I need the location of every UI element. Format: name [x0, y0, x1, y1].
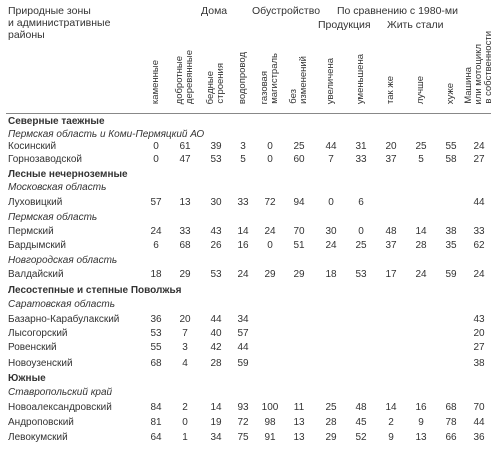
column-header-stone: каменные: [150, 59, 161, 104]
district-label: Горнозаводской: [8, 154, 82, 165]
cell-good-wooden: 0: [182, 417, 188, 428]
cell-vehicle: 36: [473, 432, 485, 443]
column-header-no-change: изменений: [298, 56, 309, 104]
column-header-worse: хуже: [445, 82, 456, 104]
cell-increased: 0: [328, 197, 334, 208]
cell-good-wooden: 3: [182, 342, 188, 353]
cell-no-change: 25: [293, 141, 305, 152]
cell-water-supply: 72: [237, 417, 249, 428]
cell-stone: 0: [153, 141, 159, 152]
cell-vehicle: 27: [473, 342, 485, 353]
column-header-same: так же: [385, 76, 396, 104]
cell-good-wooden: 61: [179, 141, 191, 152]
district-label: Пермский: [8, 226, 54, 237]
cell-worse: 68: [445, 402, 457, 413]
cell-decreased: 45: [355, 417, 367, 428]
cell-better: 28: [415, 240, 427, 251]
cell-good-wooden: 29: [179, 269, 191, 280]
cell-water-supply: 59: [237, 358, 249, 369]
cell-better: 24: [415, 269, 427, 280]
cell-water-supply: 33: [237, 197, 249, 208]
district-label: Андроповский: [8, 417, 74, 428]
column-header-good-wooden: добротные: [174, 55, 185, 104]
cell-worse: 35: [445, 240, 457, 251]
cell-poor-buildings: 43: [210, 226, 222, 237]
cell-stone: 55: [150, 342, 162, 353]
cell-stone: 6: [153, 240, 159, 251]
cell-decreased: 25: [355, 240, 367, 251]
cell-stone: 81: [150, 417, 162, 428]
cell-decreased: 48: [355, 402, 367, 413]
group-header-houses: Дома: [201, 5, 228, 17]
cell-better: 25: [415, 141, 427, 152]
cell-worse: 58: [445, 154, 457, 165]
cell-increased: 7: [328, 154, 334, 165]
cell-no-change: 94: [293, 197, 305, 208]
district-label: Валдайский: [8, 269, 64, 280]
cell-water-supply: 24: [237, 269, 249, 280]
cell-better: 16: [415, 402, 427, 413]
cell-same: 37: [385, 240, 397, 251]
cell-water-supply: 3: [240, 141, 246, 152]
cell-water-supply: 93: [237, 402, 249, 413]
cell-good-wooden: 68: [179, 240, 191, 251]
cell-gas-main: 72: [264, 197, 276, 208]
cell-decreased: 52: [355, 432, 367, 443]
cell-good-wooden: 13: [179, 197, 191, 208]
cell-stone: 64: [150, 432, 162, 443]
cell-stone: 0: [153, 154, 159, 165]
section-heading: Лесостепные и степные Поволжья: [8, 285, 182, 296]
cell-increased: 28: [325, 417, 337, 428]
cell-worse: 59: [445, 269, 457, 280]
cell-poor-buildings: 53: [210, 154, 222, 165]
cell-increased: 30: [325, 226, 337, 237]
cell-same: 14: [385, 402, 397, 413]
cell-water-supply: 5: [240, 154, 246, 165]
district-label: Ровенский: [8, 342, 57, 353]
header-rule: [6, 113, 491, 114]
cell-better: 14: [415, 226, 427, 237]
cell-stone: 36: [150, 314, 162, 325]
cell-water-supply: 75: [237, 432, 249, 443]
cell-vehicle: 27: [473, 154, 485, 165]
cell-gas-main: 24: [264, 226, 276, 237]
cell-gas-main: 29: [264, 269, 276, 280]
cell-poor-buildings: 26: [210, 240, 222, 251]
group-header-comparison: По сравнению с 1980-ми: [337, 5, 459, 17]
cell-no-change: 11: [293, 402, 305, 413]
section-heading: Южные: [8, 373, 46, 384]
cell-worse: 38: [445, 226, 457, 237]
cell-vehicle: 44: [473, 197, 485, 208]
cell-good-wooden: 1: [182, 432, 188, 443]
cell-increased: 24: [325, 240, 337, 251]
cell-poor-buildings: 44: [210, 314, 222, 325]
cell-worse: 66: [445, 432, 457, 443]
cell-stone: 24: [150, 226, 162, 237]
section-heading: Лесные нечерноземные: [8, 169, 128, 180]
column-header-better: лучше: [415, 75, 426, 104]
cell-decreased: 6: [358, 197, 364, 208]
column-header-gas-main: газовая: [259, 70, 270, 104]
cell-increased: 18: [325, 269, 337, 280]
cell-vehicle: 62: [473, 240, 485, 251]
cell-poor-buildings: 28: [210, 358, 222, 369]
region-label: Пермская область: [8, 212, 98, 223]
cell-increased: 44: [325, 141, 337, 152]
column-header-poor-buildings: бедные: [205, 70, 216, 104]
cell-no-change: 29: [293, 269, 305, 280]
region-label: Новгородская область: [8, 255, 118, 266]
region-label: Московская область: [8, 182, 107, 193]
cell-gas-main: 91: [264, 432, 276, 443]
cell-poor-buildings: 30: [210, 197, 222, 208]
cell-good-wooden: 33: [179, 226, 191, 237]
cell-better: 13: [415, 432, 427, 443]
cell-poor-buildings: 39: [210, 141, 222, 152]
cell-same: 2: [388, 417, 394, 428]
cell-same: 9: [388, 432, 394, 443]
cell-stone: 18: [150, 269, 162, 280]
district-label: Бардымский: [8, 240, 66, 251]
cell-good-wooden: 4: [182, 358, 188, 369]
subgroup-header-production: Продукция: [318, 19, 371, 31]
cell-vehicle: 38: [473, 358, 485, 369]
cell-vehicle: 24: [473, 269, 485, 280]
cell-poor-buildings: 53: [210, 269, 222, 280]
cell-no-change: 60: [293, 154, 305, 165]
district-label: Луховицкий: [8, 197, 63, 208]
cell-good-wooden: 7: [182, 328, 188, 339]
district-label: Базарно-Карабулакский: [8, 314, 120, 325]
district-label: Левокумский: [8, 432, 68, 443]
cell-better: 9: [418, 417, 424, 428]
cell-same: 48: [385, 226, 397, 237]
corner-header-line-2: и административные: [8, 17, 111, 29]
cell-stone: 57: [150, 197, 162, 208]
cell-gas-main: 0: [267, 141, 273, 152]
column-header-vehicle: или мотоцикл: [473, 43, 484, 104]
subgroup-header-living: Жить стали: [387, 19, 444, 31]
cell-same: 17: [385, 269, 397, 280]
cell-vehicle: 20: [473, 328, 485, 339]
column-header-vehicle: Машина: [463, 67, 474, 104]
district-label: Новоалександровский: [8, 402, 112, 413]
region-label: Саратовская область: [8, 299, 115, 310]
cell-vehicle: 44: [473, 417, 485, 428]
cell-decreased: 0: [358, 226, 364, 237]
cell-water-supply: 14: [237, 226, 249, 237]
region-label: Ставропольский край: [8, 387, 113, 398]
column-header-poor-buildings: строения: [215, 63, 226, 104]
group-header-amenities: Обустройство: [252, 5, 321, 17]
cell-same: 20: [385, 141, 397, 152]
cell-gas-main: 100: [261, 402, 279, 413]
column-header-water-supply: водопровод: [237, 51, 248, 104]
cell-worse: 78: [445, 417, 457, 428]
cell-vehicle: 43: [473, 314, 485, 325]
corner-header-line-1: Природные зоны: [8, 5, 91, 17]
cell-worse: 55: [445, 141, 457, 152]
cell-decreased: 53: [355, 269, 367, 280]
cell-vehicle: 24: [473, 141, 485, 152]
cell-gas-main: 0: [267, 240, 273, 251]
cell-poor-buildings: 40: [210, 328, 222, 339]
cell-poor-buildings: 19: [210, 417, 222, 428]
cell-stone: 68: [150, 358, 162, 369]
cell-good-wooden: 2: [182, 402, 188, 413]
cell-no-change: 13: [293, 417, 305, 428]
column-header-increased: увеличена: [325, 57, 336, 104]
column-header-vehicle: в собственности: [483, 31, 494, 104]
cell-vehicle: 33: [473, 226, 485, 237]
cell-better: 5: [418, 154, 424, 165]
column-header-good-wooden: деревянные: [184, 49, 195, 104]
cell-decreased: 33: [355, 154, 367, 165]
cell-water-supply: 44: [237, 342, 249, 353]
cell-no-change: 13: [293, 432, 305, 443]
column-header-gas-main: магистраль: [269, 53, 280, 104]
corner-header-line-3: районы: [8, 29, 45, 41]
cell-gas-main: 0: [267, 154, 273, 165]
district-label: Лысогорский: [8, 328, 68, 339]
cell-good-wooden: 20: [179, 314, 191, 325]
cell-water-supply: 57: [237, 328, 249, 339]
cell-poor-buildings: 14: [210, 402, 222, 413]
cell-vehicle: 70: [473, 402, 485, 413]
cell-same: 37: [385, 154, 397, 165]
cell-water-supply: 16: [237, 240, 249, 251]
cell-increased: 29: [325, 432, 337, 443]
cell-stone: 84: [150, 402, 162, 413]
column-header-decreased: уменьшена: [355, 53, 366, 104]
cell-water-supply: 34: [237, 314, 249, 325]
cell-no-change: 70: [293, 226, 305, 237]
cell-increased: 25: [325, 402, 337, 413]
region-label: Пермская область и Коми-Пермяцкий АО: [8, 129, 205, 140]
district-label: Новоузенский: [8, 358, 73, 369]
district-label: Косинский: [8, 141, 57, 152]
cell-poor-buildings: 34: [210, 432, 222, 443]
cell-decreased: 31: [355, 141, 367, 152]
section-heading: Северные таежные: [8, 116, 105, 127]
cell-stone: 53: [150, 328, 162, 339]
cell-gas-main: 98: [264, 417, 276, 428]
cell-no-change: 51: [293, 240, 305, 251]
cell-poor-buildings: 42: [210, 342, 222, 353]
cell-good-wooden: 47: [179, 154, 191, 165]
column-header-no-change: без: [288, 89, 299, 104]
